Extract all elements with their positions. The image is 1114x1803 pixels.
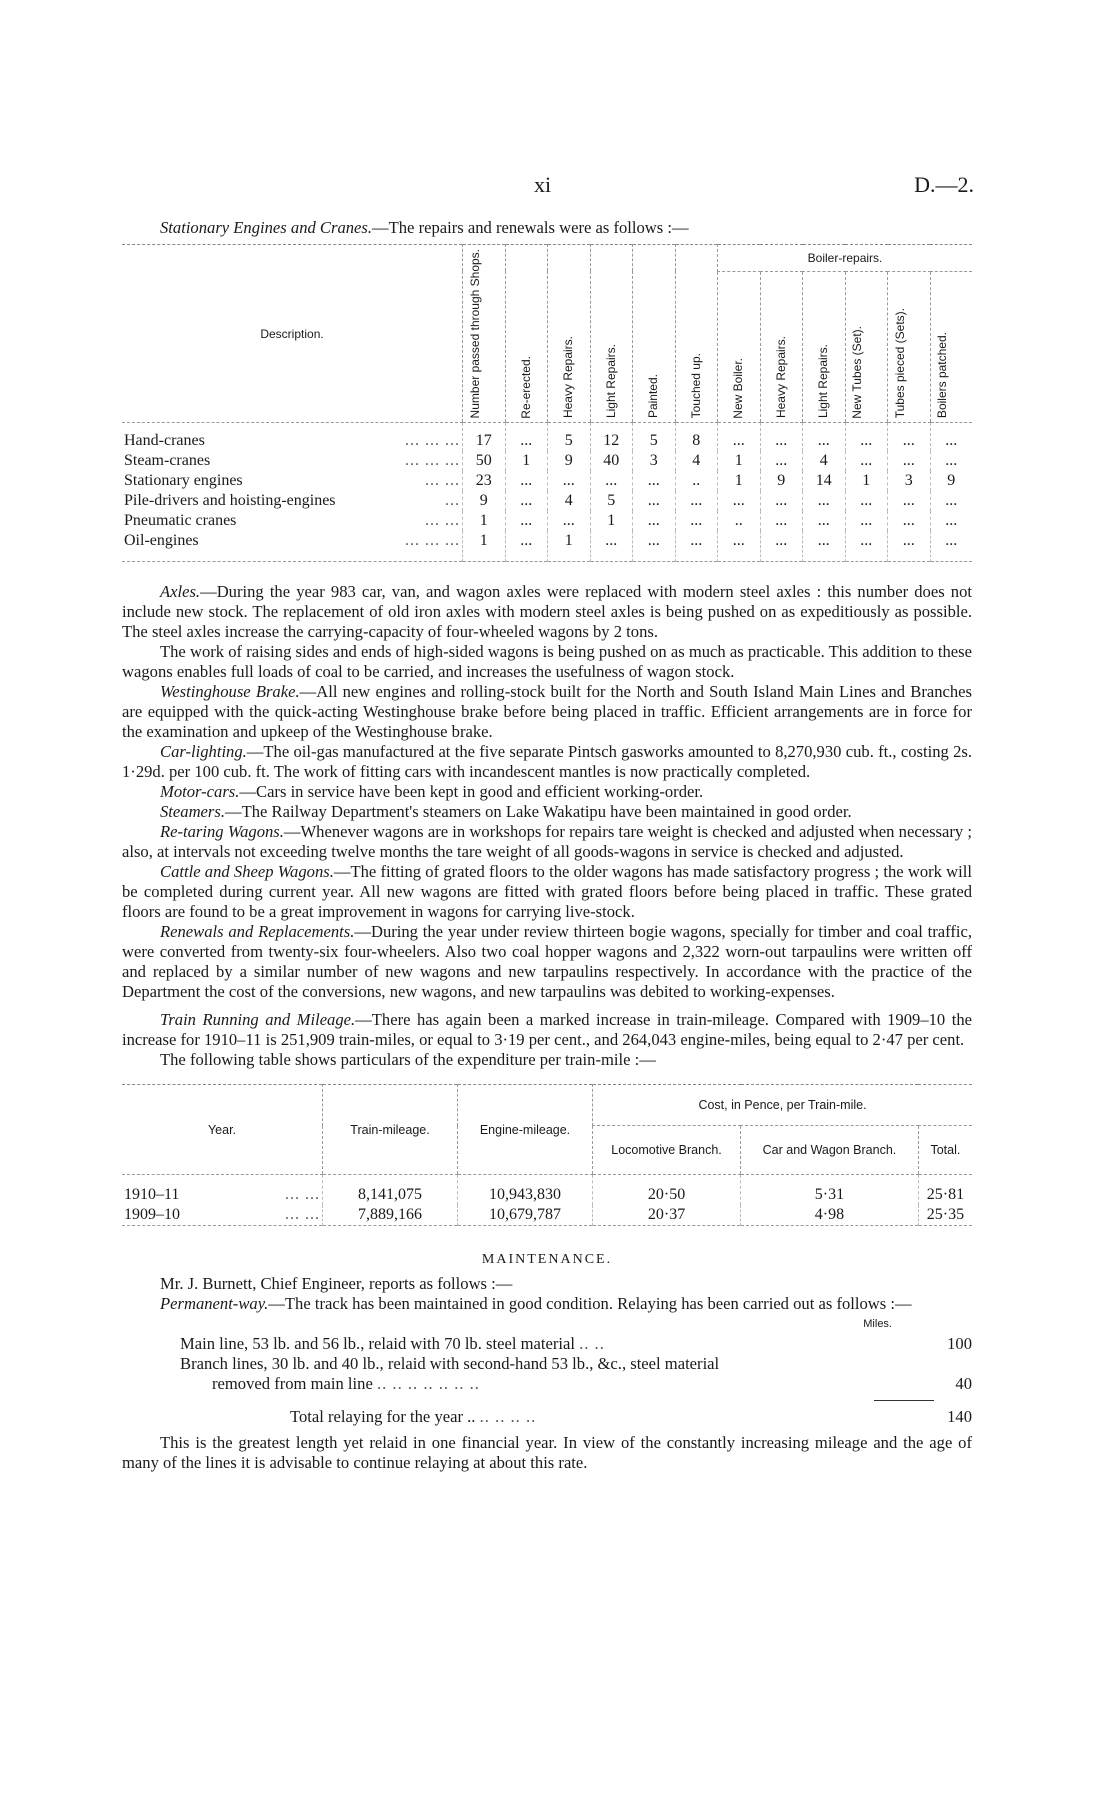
table-row <box>122 1205 972 1226</box>
year-value: 1909–10 <box>124 1206 180 1224</box>
table-cell: ... <box>633 491 676 511</box>
expenditure-table <box>122 1084 972 1226</box>
table-cell: ... <box>505 511 548 531</box>
page-body <box>122 218 972 1473</box>
table-cell: ... <box>888 531 931 562</box>
cell-total: 25·81 <box>918 1175 972 1206</box>
col-light-repairs: Light Repairs. <box>603 344 618 419</box>
table-cell: ... <box>633 511 676 531</box>
table-cell: 5 <box>548 423 591 452</box>
cell-loco: 20·37 <box>593 1205 741 1226</box>
table-cell: ... <box>845 531 888 562</box>
relay-item-branch <box>180 1354 972 1394</box>
relay-item-label-cont: removed from main line <box>212 1374 373 1394</box>
train-running-paragraph <box>122 1010 972 1050</box>
table-cell: ... <box>760 451 803 471</box>
table-cell: ... <box>888 491 931 511</box>
train-running-title: Train Running and Mileage. <box>160 1010 356 1030</box>
table-cell: ... <box>760 511 803 531</box>
table-cell: ... <box>548 471 591 491</box>
col-touched-up: Touched up. <box>688 353 703 419</box>
year-cell <box>122 1175 323 1206</box>
permanent-way-title: Permanent-way. <box>160 1294 269 1314</box>
stationary-intro <box>122 218 972 238</box>
westinghouse-paragraph <box>122 682 972 742</box>
row-name: Pneumatic cranes <box>124 512 237 530</box>
westinghouse-text: —All new engines and rolling-stock built for the North and South Island Main Lines and Branches are equipped with the quick-acting Westinghouse brake before being placed in traffic. Efficient arrangements are in force for the examination and upkeep of the Westinghouse brake. <box>122 682 972 742</box>
table-cell: ... <box>633 471 676 491</box>
relay-item-label: Main line, 53 lb. and 56 lb., relaid with 70 lb. steel material <box>180 1334 575 1354</box>
table-cell: ... <box>505 471 548 491</box>
table-cell: ... <box>803 491 846 511</box>
relay-item-value: 40 <box>955 1374 972 1394</box>
axles-text: —During the year 983 car, van, and wagon axles were replaced with modern steel axles : this number does not include new stock. The replacement of old iron axles with modern steel axles is being pushed on as expeditiously as possible. The steel axles increase the carrying-capacity of four-wheeled wagons by 2 tons. <box>122 582 972 642</box>
table-cell: 17 <box>463 423 506 452</box>
high-sided-paragraph: The work of raising sides and ends of high-sided wagons is being pushed on as much as practicable. This addition to these wagons enables full loads of coal to be carried, and increases the usefulness of wagon stock. <box>122 642 972 682</box>
table-cell: 1 <box>845 471 888 491</box>
table-cell: ... <box>633 531 676 562</box>
row-name: Stationary engines <box>124 472 243 490</box>
table-cell: 1 <box>463 511 506 531</box>
table-cell: 1 <box>505 451 548 471</box>
row-name: Oil-engines <box>124 532 199 550</box>
col-boiler-light-repairs: Light Repairs. <box>816 344 831 419</box>
table-cell: ... <box>718 531 761 562</box>
steamers-title: Steamers. <box>160 802 225 822</box>
row-leader: ... ... <box>425 512 461 530</box>
table-cell: 5 <box>633 423 676 452</box>
table-row <box>122 491 972 511</box>
table-row <box>122 511 972 531</box>
table-cell: 9 <box>463 491 506 511</box>
col-new-boiler: New Boiler. <box>731 357 746 419</box>
steamers-text: —The Railway Department's steamers on Lake Wakatipu have been maintained in good order. <box>224 802 852 822</box>
renewals-paragraph <box>122 922 972 1002</box>
col-passed-through: Number passed through Shops. <box>467 249 482 419</box>
table-cell: 1 <box>463 531 506 562</box>
table-cell: 9 <box>930 471 972 491</box>
cell-engine: 10,679,787 <box>458 1205 593 1226</box>
table-cell: ... <box>505 423 548 452</box>
row-leader: ... ... <box>285 1206 320 1224</box>
table-row <box>122 451 972 471</box>
table-cell: ... <box>590 471 633 491</box>
table-cell: 5 <box>590 491 633 511</box>
table-cell: 4 <box>803 451 846 471</box>
steamers-paragraph <box>122 802 972 822</box>
table-cell: ... <box>930 511 972 531</box>
relay-item-label: Branch lines, 30 lb. and 40 lb., relaid with second-hand 53 lb., &c., steel material <box>180 1354 720 1374</box>
row-description <box>122 531 463 562</box>
stationary-table <box>122 244 972 562</box>
row-description <box>122 511 463 531</box>
table-cell: ... <box>888 451 931 471</box>
cell-train: 7,889,166 <box>323 1205 458 1226</box>
stationary-intro-text: —The repairs and renewals were as follows :— <box>372 218 689 237</box>
renewals-text: —During the year under review thirteen bogie wagons, specially for timber and coal traffic, were converted from twenty-six four-wheelers. Also two coal hopper wagons and 2,322 worn-out tarpaulins were written off and replaced by a similar number of new wagons and new tarpaulins respectively. In accordance with the practice of the Department the cost of the conversions, new wagons, and new tarpaulins was debited to working-expenses. <box>122 922 972 1002</box>
relay-total-label: Total relaying for the year .. <box>290 1407 476 1427</box>
cell-engine: 10,943,830 <box>458 1175 593 1206</box>
car-lighting-title: Car-lighting. <box>160 742 247 762</box>
table-cell: ... <box>505 491 548 511</box>
miles-label: Miles. <box>863 1318 892 1331</box>
table-cell: 4 <box>548 491 591 511</box>
table-cell: ... <box>845 451 888 471</box>
cell-train: 8,141,075 <box>323 1175 458 1206</box>
table-cell: ... <box>548 511 591 531</box>
relay-item-value: 100 <box>947 1334 972 1354</box>
table-cell: ... <box>930 451 972 471</box>
closing-paragraph: This is the greatest length yet relaid in one financial year. In view of the constantly increasing mileage and the age of many of the lines it is advisable to continue relaying at about this rate. <box>122 1433 972 1473</box>
table-cell: 1 <box>548 531 591 562</box>
table-cell: 8 <box>675 423 718 452</box>
relay-leader: .. .. .. .. .. .. .. <box>376 1374 480 1394</box>
maintenance-heading: MAINTENANCE. <box>481 1252 613 1268</box>
relay-item-main <box>180 1334 972 1354</box>
table-cell: 12 <box>590 423 633 452</box>
table-cell: 1 <box>718 451 761 471</box>
row-leader: ... <box>445 492 461 510</box>
table-cell: 50 <box>463 451 506 471</box>
row-leader: ... ... ... <box>405 532 461 550</box>
row-leader: ... ... <box>285 1186 320 1204</box>
row-name: Steam-cranes <box>124 452 211 470</box>
table-cell: ... <box>590 531 633 562</box>
table-cell: 9 <box>548 451 591 471</box>
relay-leader: .. .. .. .. <box>479 1407 537 1427</box>
table-intro: The following table shows particulars of the expenditure per train-mile :— <box>160 1050 656 1070</box>
cell-loco: 20·50 <box>593 1175 741 1206</box>
table-cell: ... <box>930 531 972 562</box>
motor-cars-paragraph <box>122 782 972 802</box>
table-cell: .. <box>675 471 718 491</box>
retaring-paragraph <box>122 822 972 862</box>
table-cell: ... <box>845 423 888 452</box>
document-reference: D.—2. <box>914 172 974 197</box>
table-cell: ... <box>930 491 972 511</box>
maintenance-intro: Mr. J. Burnett, Chief Engineer, reports as follows :— <box>160 1274 513 1294</box>
axles-paragraph <box>122 582 972 642</box>
table-cell: ... <box>845 491 888 511</box>
table-cell: ... <box>505 531 548 562</box>
row-leader: ... ... ... <box>405 432 461 450</box>
relaying-list <box>180 1334 972 1427</box>
relay-leader: .. .. <box>579 1334 605 1354</box>
table-cell: 4 <box>675 451 718 471</box>
row-description <box>122 471 463 491</box>
cattle-paragraph <box>122 862 972 922</box>
cell-car: 4·98 <box>741 1205 919 1226</box>
table-cell: 40 <box>590 451 633 471</box>
row-description <box>122 423 463 452</box>
boiler-repairs-header: Boiler-repairs. <box>718 245 972 272</box>
table-cell: ... <box>888 423 931 452</box>
axles-title: Axles. <box>160 582 201 602</box>
table-cell: .. <box>718 511 761 531</box>
cattle-title: Cattle and Sheep Wagons. <box>160 862 334 882</box>
motor-cars-title: Motor-cars. <box>160 782 240 802</box>
row-description <box>122 491 463 511</box>
table-cell: ... <box>760 491 803 511</box>
cell-total: 25·35 <box>918 1205 972 1226</box>
train-mileage-header: Train-mileage. <box>323 1085 458 1175</box>
row-leader: ... ... <box>425 472 461 490</box>
table-cell: 14 <box>803 471 846 491</box>
description-header: Description. <box>122 245 463 423</box>
car-lighting-text: —The oil-gas manufactured at the five separate Pintsch gasworks amounted to 8,270,930 cub. ft., costing 2s. 1·29d. per 100 cub. ft. The work of fitting cars with incandescent mantles is now practically completed. <box>122 742 972 782</box>
col-painted: Painted. <box>646 374 661 419</box>
table-row <box>122 423 972 452</box>
row-name: Hand-cranes <box>124 432 205 450</box>
row-leader: ... ... ... <box>405 452 461 470</box>
relay-total <box>180 1407 972 1427</box>
table-cell: ... <box>675 511 718 531</box>
year-header: Year. <box>122 1085 323 1175</box>
table-cell: ... <box>760 531 803 562</box>
table-cell: ... <box>718 491 761 511</box>
car-lighting-paragraph <box>122 742 972 782</box>
table-cell: ... <box>718 423 761 452</box>
table-cell: ... <box>675 531 718 562</box>
relay-total-value: 140 <box>947 1407 972 1427</box>
table-cell: ... <box>803 511 846 531</box>
table-row <box>122 531 972 562</box>
renewals-title: Renewals and Replacements. <box>160 922 355 942</box>
table-cell: 1 <box>590 511 633 531</box>
table-cell: ... <box>803 531 846 562</box>
cattle-text: —The fitting of grated floors to the older wagons has made satisfactory progress ; the work will be completed during current year. All new wagons are fitted with grated floors before being placed in traffic. These grated floors are found to be a great improvement in wagons for carrying live-stock. <box>122 862 972 922</box>
table-cell: ... <box>675 491 718 511</box>
retaring-text: —Whenever wagons are in workshops for repairs tare weight is checked and adjusted when necessary ; also, at intervals not exceeding twelve months the tare weight of all goods-wagons in service is checked and adjusted. <box>122 822 973 862</box>
col-boiler-heavy-repairs: Heavy Repairs. <box>773 336 788 419</box>
locomotive-branch-header: Locomotive Branch. <box>593 1126 741 1175</box>
row-name: Pile-drivers and hoisting-engines <box>124 492 336 510</box>
table-cell: 9 <box>760 471 803 491</box>
table-cell: ... <box>845 511 888 531</box>
table-cell: ... <box>760 423 803 452</box>
train-running-text: —There has again been a marked increase in train-mileage. Compared with 1909–10 the increase for 1910–11 is 251,909 train-miles, or equal to 3·19 per cent., and 264,043 engine-miles, being equal to 2·47 per cent. <box>122 1010 972 1050</box>
col-tubes-pieced: Tubes pieced (Sets). <box>892 308 907 419</box>
cost-header: Cost, in Pence, per Train-mile. <box>593 1085 973 1126</box>
car-wagon-branch-header: Car and Wagon Branch. <box>741 1126 919 1175</box>
total-header: Total. <box>918 1126 972 1175</box>
table-cell: 23 <box>463 471 506 491</box>
table-cell: ... <box>888 511 931 531</box>
retaring-title: Re-taring Wagons. <box>160 822 284 842</box>
permanent-way-paragraph <box>122 1294 972 1314</box>
engine-mileage-header: Engine-mileage. <box>458 1085 593 1175</box>
row-description <box>122 451 463 471</box>
table-cell: ... <box>930 423 972 452</box>
westinghouse-title: Westinghouse Brake. <box>160 682 300 702</box>
table-cell: 3 <box>888 471 931 491</box>
table-cell: ... <box>803 423 846 452</box>
table-row <box>122 471 972 491</box>
table-cell: 3 <box>633 451 676 471</box>
permanent-way-text: —The track has been maintained in good condition. Relaying has been carried out as follows :— <box>268 1294 912 1314</box>
table-row <box>122 1175 972 1206</box>
col-boilers-patched: Boilers patched. <box>935 332 950 419</box>
year-cell <box>122 1205 323 1226</box>
col-heavy-repairs: Heavy Repairs. <box>561 336 576 419</box>
page-number: xi <box>534 172 552 197</box>
stationary-heading: Stationary Engines and Cranes. <box>160 218 373 237</box>
year-value: 1910–11 <box>124 1186 180 1204</box>
col-re-erected: Re-erected. <box>518 355 533 419</box>
col-new-tubes: New Tubes (Set). <box>850 325 865 419</box>
cell-car: 5·31 <box>741 1175 919 1206</box>
motor-cars-text: —Cars in service have been kept in good and efficient working-order. <box>239 782 704 802</box>
table-cell: 1 <box>718 471 761 491</box>
